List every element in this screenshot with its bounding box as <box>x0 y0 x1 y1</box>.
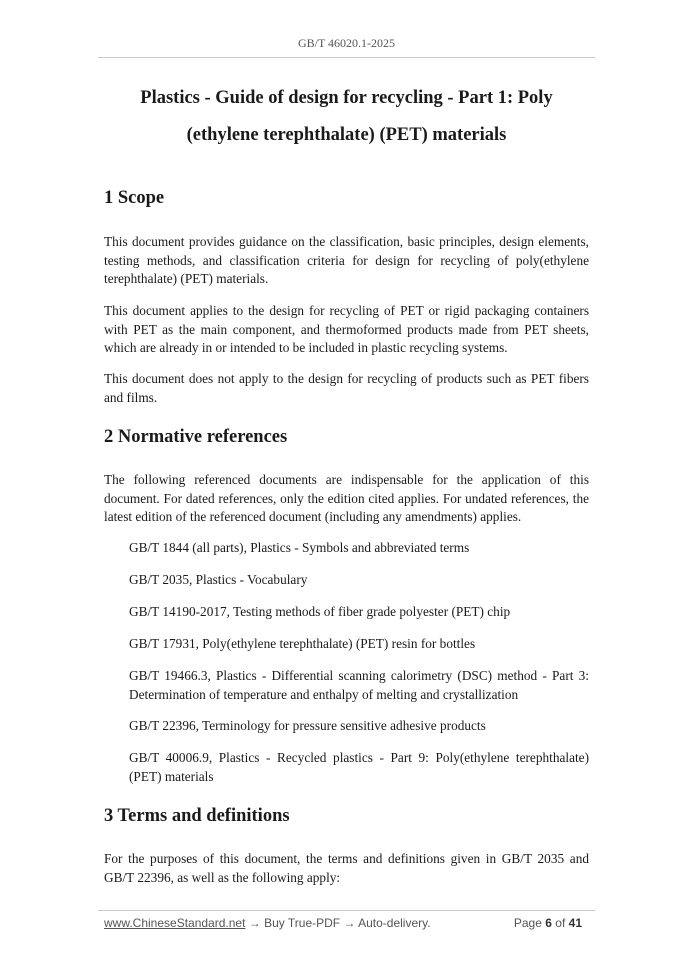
scope-paragraph-1: This document provides guidance on the classification, basic principles, design elements, testing methods, and classification criteria for design for recycling of poly(ethylene terephthalate) (PET) materials. <box>104 234 589 287</box>
footer-promo <box>104 916 431 930</box>
page-total: 41 <box>568 916 582 930</box>
section-heading-normative-references: 2 Normative references <box>104 427 288 447</box>
footer-divider <box>98 910 595 911</box>
footer-promo-text: → Buy True-PDF → Auto-delivery. <box>245 916 431 930</box>
running-header: GB/T 46020.1-2025 <box>297 36 396 50</box>
title-line-1: Plastics - Guide of design for recycling - Part 1: Poly <box>140 88 553 108</box>
footer-site-link[interactable]: www.ChineseStandard.net <box>104 916 246 930</box>
page-current: 6 <box>545 916 552 930</box>
scope-paragraph-3: This document does not apply to the design for recycling of products such as PET fibers and films. <box>104 371 589 405</box>
header-divider <box>98 57 595 58</box>
page-number <box>514 916 582 930</box>
document-title <box>98 80 595 154</box>
reference-item: GB/T 2035, Plastics - Vocabulary <box>129 572 308 587</box>
reference-item: GB/T 1844 (all parts), Plastics - Symbols and abbreviated terms <box>129 540 470 555</box>
reference-item: GB/T 19466.3, Plastics - Differential scanning calorimetry (DSC) method - Part 3: Determination of temperature and enthalpy of melting and crystallization <box>129 668 589 702</box>
reference-item: GB/T 22396, Terminology for pressure sensitive adhesive products <box>129 718 486 733</box>
page-of: of <box>555 916 566 930</box>
section-heading-scope: 1 Scope <box>104 188 165 208</box>
reference-item: GB/T 40006.9, Plastics - Recycled plastics - Part 9: Poly(ethylene terephthalate) (PET) materials <box>129 750 589 784</box>
page-label: Page <box>513 916 542 930</box>
scope-paragraph-2: This document applies to the design for recycling of PET or rigid packaging containers with PET as the main component, and thermoformed products made from PET sheets, which are already in or intended to be included in plastic recycling systems. <box>104 303 589 356</box>
section-heading-terms-definitions: 3 Terms and definitions <box>104 806 290 826</box>
terms-intro-paragraph: For the purposes of this document, the terms and definitions given in GB/T 2035 and GB/T 22396, as well as the following apply: <box>104 851 589 885</box>
references-intro-paragraph: The following referenced documents are indispensable for the application of this document. For dated references, only the edition cited applies. For undated references, the latest edition of the referenced document (including any amendments) applies. <box>104 472 589 525</box>
reference-item: GB/T 14190-2017, Testing methods of fiber grade polyester (PET) chip <box>129 604 511 619</box>
title-line-2: (ethylene terephthalate) (PET) materials <box>186 125 507 145</box>
reference-item: GB/T 17931, Poly(ethylene terephthalate) (PET) resin for bottles <box>129 636 476 651</box>
